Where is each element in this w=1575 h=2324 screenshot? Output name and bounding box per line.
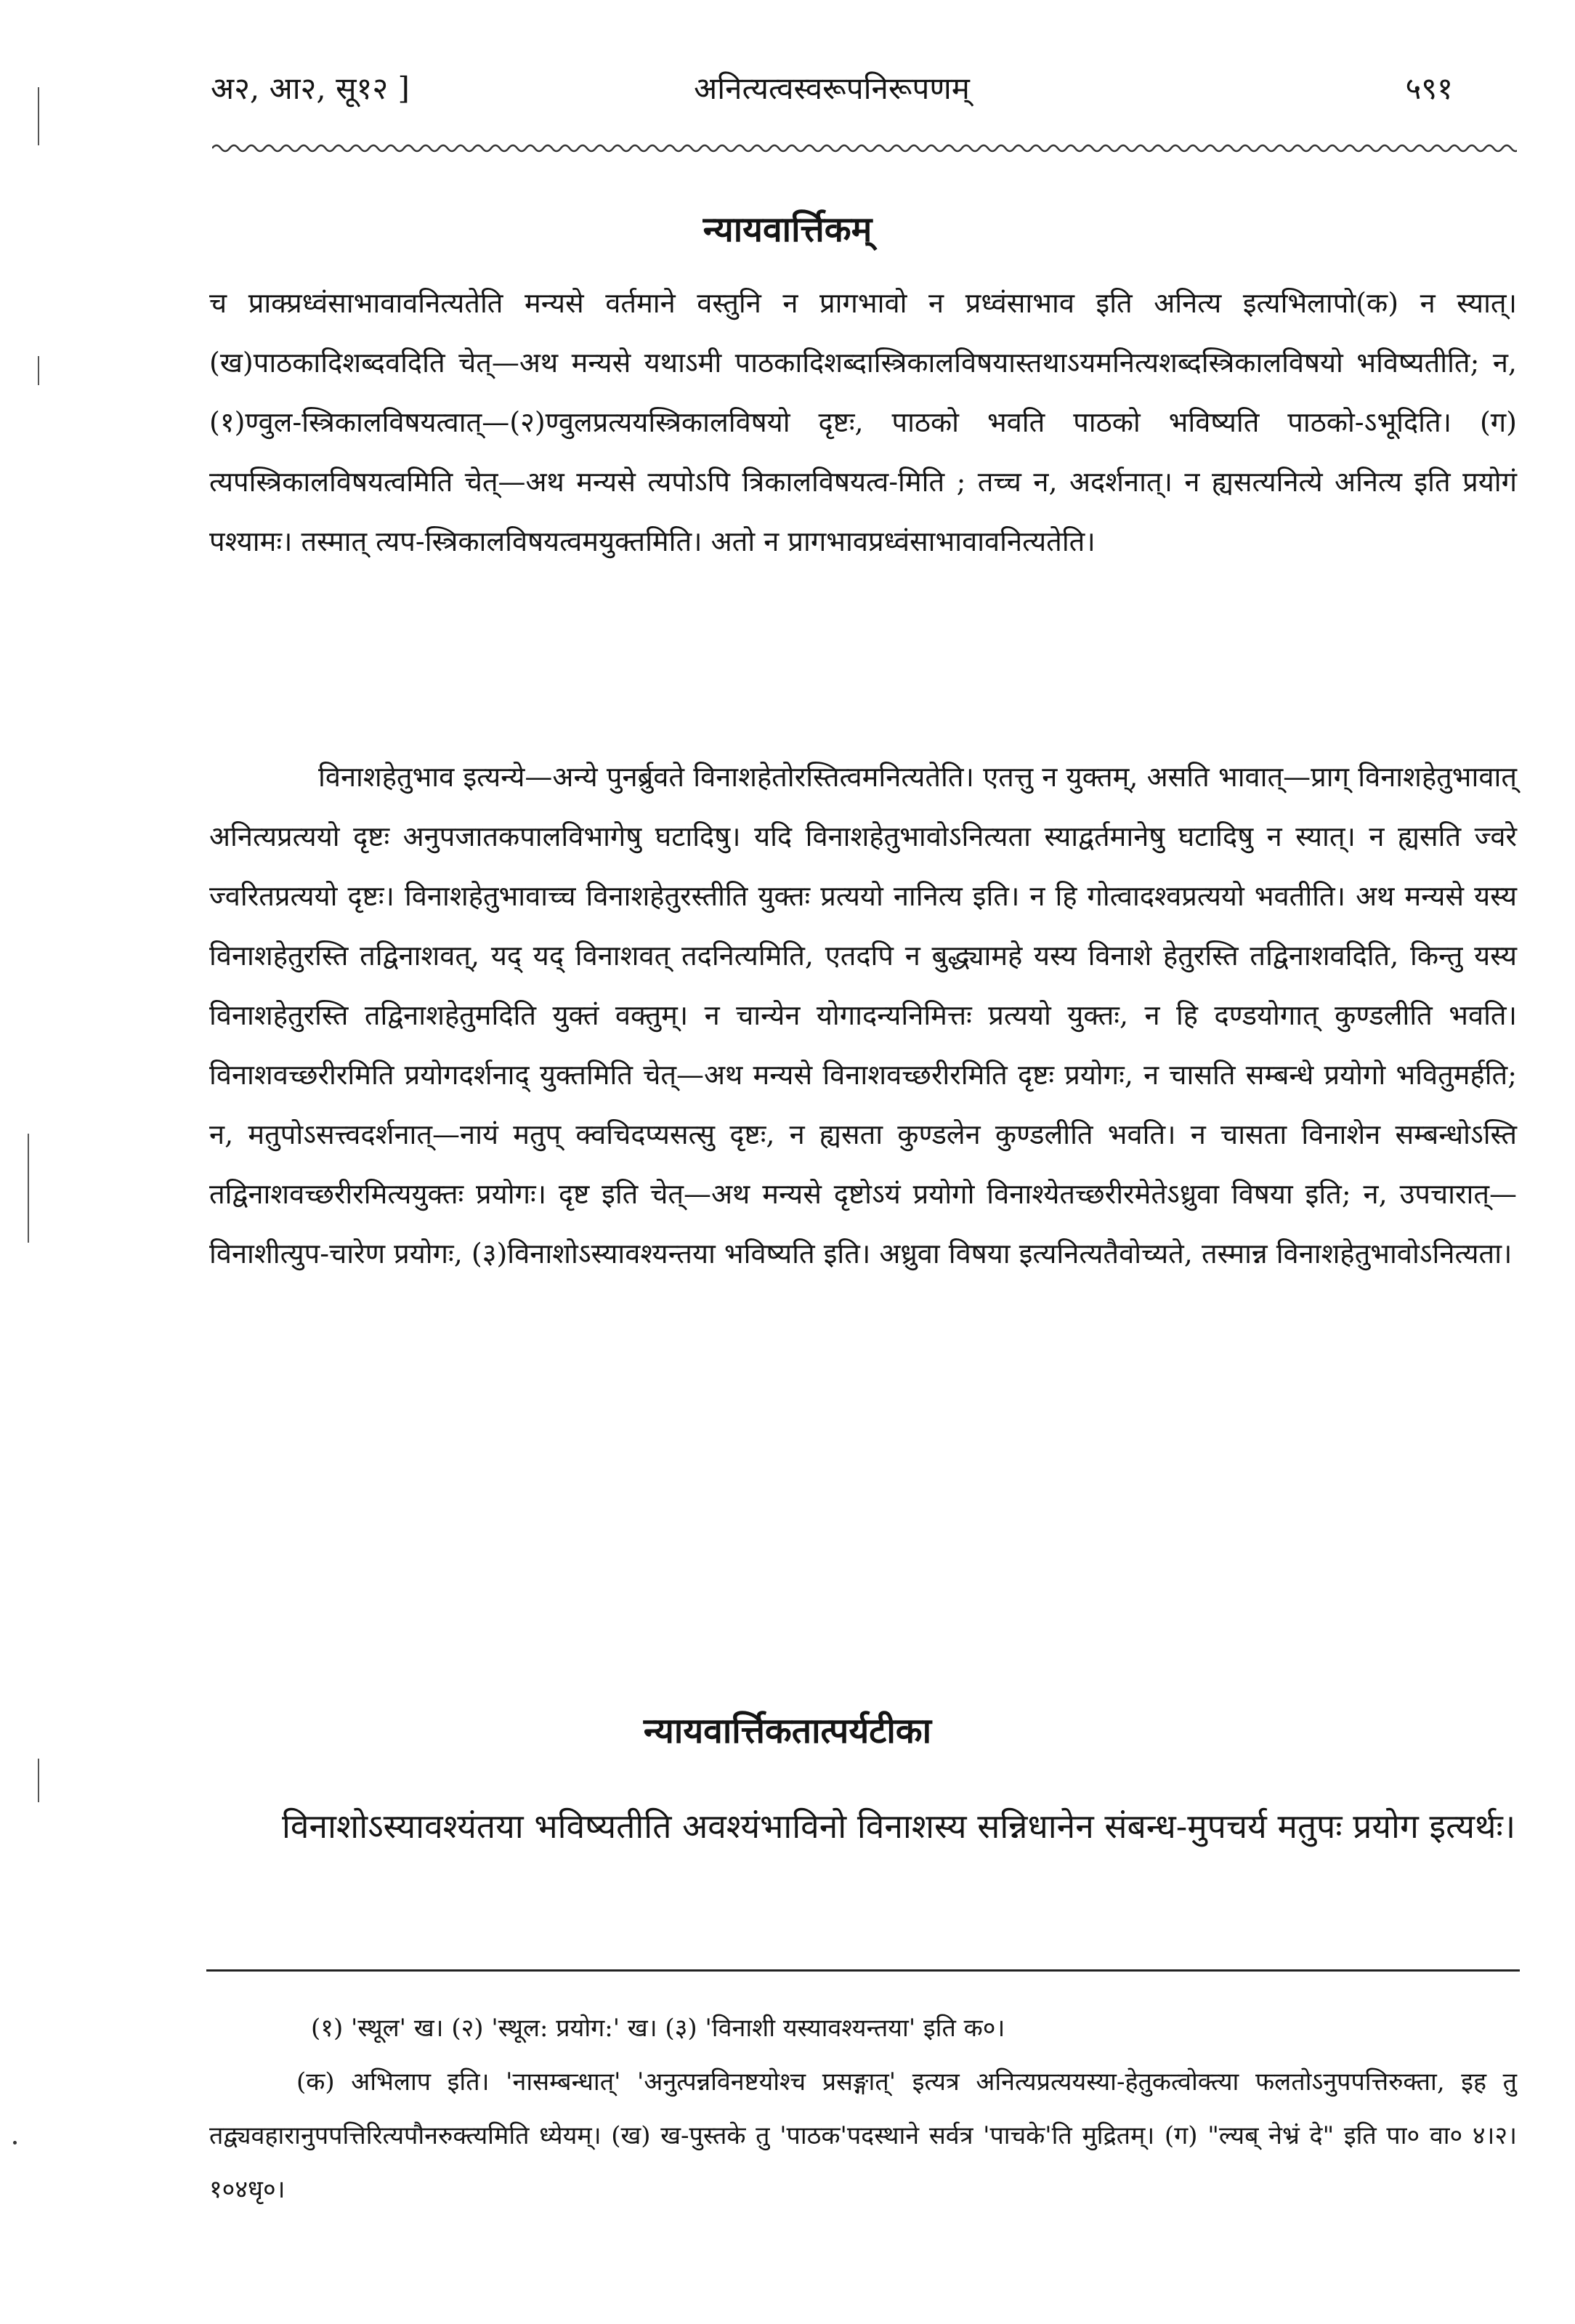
vartika-paragraph-1: [209, 273, 1517, 571]
vartika-paragraph-2: [209, 747, 1517, 1283]
footnote-variants: (१) 'स्थूल' ख। (२) 'स्थूल: प्रयोग:' ख। (३) 'विनाशी यस्यावश्यन्तया' इति क०।: [311, 2014, 1005, 2043]
footnotes: [209, 2001, 1517, 2216]
footnote-rule: [206, 1969, 1520, 1972]
scan-margin-mark: [28, 1134, 29, 1243]
section-heading-vartika: न्यायवार्त्तिकम्: [703, 209, 872, 250]
footnote-notes: (क) अभिलाप इति। 'नासम्बन्धात्' 'अनुत्पन्नविनष्टयोश्च प्रसङ्गात्' इत्यत्र अनित्यप्रत्ययस्या-हेतुकत्वोक्त्या फलतोऽनुपपत्तिरुक्ता, इह तु तद्व्यवहारानुपपत्तिरित्यपौनरुक्त्यमिति ध्येयम्। (ख) ख-पुस्तके तु 'पाठक'पदस्थाने सर्वत्र 'पाचके'ति मुद्रितम्। (ग) "ल्यब् नेभ्रं दे" इति पा० वा० ४।२।१०४धृ०।: [209, 2067, 1517, 2204]
scan-margin-mark: [38, 87, 39, 145]
section-heading-tika: न्यायवार्त्तिकतात्पर्यटीका: [643, 1711, 932, 1751]
tika-commentary: [209, 1794, 1517, 1859]
scan-margin-dot: [13, 2141, 17, 2145]
scan-margin-mark: [38, 1759, 39, 1802]
paragraph-text: च प्राक्प्रध्वंसाभावावनित्यतेति मन्यसे वर्तमाने वस्तुनि न प्रागभावो न प्रध्वंसाभाव इति अनित्य इत्यभिलापो(क) न स्यात्। (ख)पाठकादिशब्दवदिति चेत्—अथ मन्यसे यथाऽमी पाठकादिशब्दास्त्रिकालविषयास्तथाऽयमनित्यशब्दस्त्रिकालविषयो भविष्यतीति; न, (१)ण्वुल-स्त्रिकालविषयत्वात्—(२)ण्वुलप्रत्ययस्त्रिकालविषयो दृष्टः, पाठको भवति पाठको भविष्यति पाठको-ऽभूदिति। (ग) त्यपस्त्रिकालविषयत्वमिति चेत्—अथ मन्यसे त्यपोऽपि त्रिकालविषयत्व-मिति ; तच्च न, अदर्शनात्। न ह्यसत्यनित्ये अनित्य इति प्रयोगं पश्यामः। तस्मात् त्यप-स्त्रिकालविषयत्वमयुक्तमिति। अतो न प्रागभावप्रध्वंसाभावावनित्यतेति।: [209, 287, 1517, 557]
page-number: ५९१: [1405, 70, 1453, 106]
paragraph-text: विनाशहेतुभाव इत्यन्ये—अन्ये पुनर्ब्रुवते विनाशहेतोरस्तित्वमनित्यतेति। एतत्तु न युक्तम्, असति भावात्—प्राग् विनाशहेतुभावात् अनित्यप्रत्ययो दृष्टः अनुपजातकपालविभागेषु घटादिषु। यदि विनाशहेतुभावोऽनित्यता स्याद्वर्तमानेषु घटादिषु न स्यात्। न ह्यसति ज्वरे ज्वरितप्रत्ययो दृष्टः। विनाशहेतुभावाच्च विनाशहेतुरस्तीति युक्तः प्रत्ययो नानित्य इति। न हि गोत्वादश्वप्रत्ययो भवतीति। अथ मन्यसे यस्य विनाशहेतुरस्ति तद्विनाशवत्, यद् यद् विनाशवत् तदनित्यमिति, एतदपि न बुद्ध्यामहे यस्य विनाशे हेतुरस्ति तद्विनाशवदिति, किन्तु यस्य विनाशहेतुरस्ति तद्विनाशहेतुमदिति युक्तं वक्तुम्। न चान्येन योगादन्यनिमित्तः प्रत्ययो युक्तः, न हि दण्डयोगात् कुण्डलीति भवति। विनाशवच्छरीरमिति प्रयोगदर्शनाद् युक्तमिति चेत्—अथ मन्यसे विनाशवच्छरीरमिति दृष्टः प्रयोगः, न चासति सम्बन्धे प्रयोगो भवितुमर्हति; न, मतुपोऽसत्त्वदर्शनात्—नायं मतुप् क्वचिदप्यसत्सु दृष्टः, न ह्यसता कुण्डलेन कुण्डलीति भवति। न चासता विनाशेन सम्बन्धोऽस्ति तद्विनाशवच्छरीरमित्ययुक्तः प्रयोगः। दृष्ट इति चेत्—अथ मन्यसे दृष्टोऽयं प्रयोगो विनाश्येतच्छरीरमेतेऽध्रुवा विषया इति; न, उपचारात्—विनाशीत्युप-चारेण प्रयोगः, (३)विनाशोऽस्यावश्यन्तया भविष्यति इति। अध्रुवा विषया इत्यनित्यतैवोच्यते, तस्मान्न विनाशहेतुभावोऽनित्यता।: [209, 761, 1517, 1270]
running-title: अनित्यत्वस्वरूपनिरूपणम्: [694, 70, 970, 106]
running-head: [211, 67, 1453, 125]
section-reference: अ२, आ२, सू१२ ]: [211, 70, 410, 106]
scan-margin-mark: [38, 356, 39, 385]
tika-text: विनाशोऽस्यावश्यंतया भविष्यतीति अवश्यंभाविनो विनाशस्य सन्निधानेन संबन्ध-मुपचर्य मतुपः प्रयोग इत्यर्थः।: [282, 1807, 1516, 1846]
wavy-divider: [212, 141, 1517, 156]
